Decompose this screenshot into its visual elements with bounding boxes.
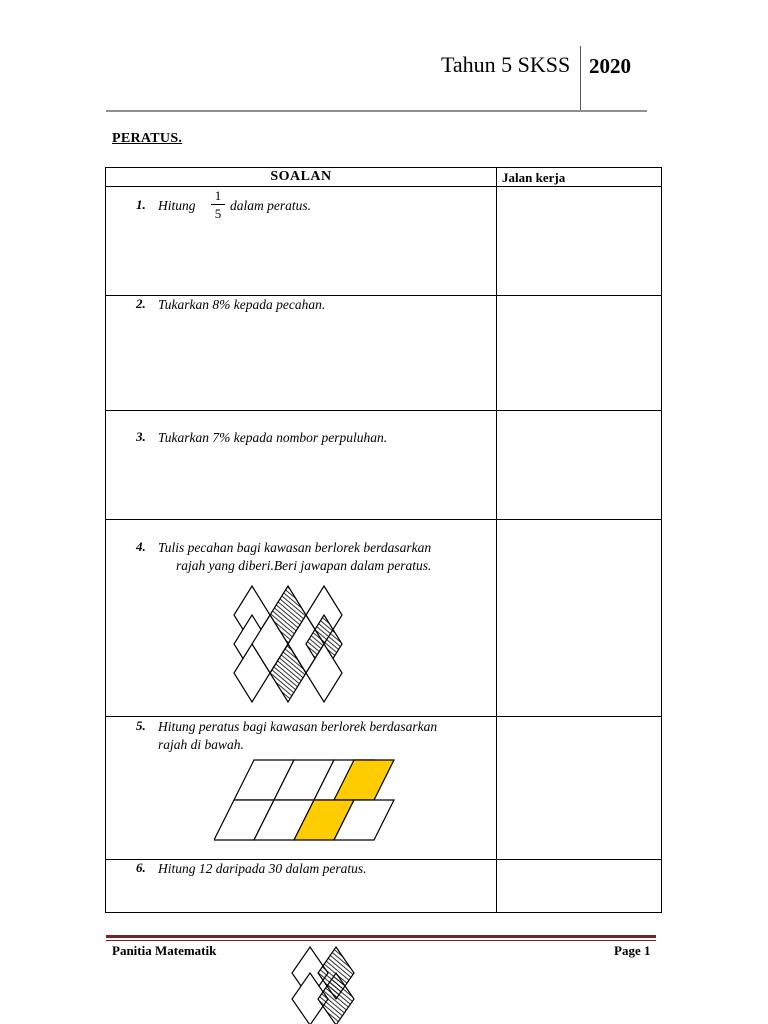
footer-rhombus-figure xyxy=(290,945,358,1024)
header-title: Tahun 5 SKSS xyxy=(441,52,571,77)
header-rule xyxy=(106,110,647,112)
question-1-text-post: dalam peratus. xyxy=(230,198,311,213)
question-5-number: 5. xyxy=(136,718,146,733)
column-header-soalan: SOALAN xyxy=(270,169,332,184)
row-divider xyxy=(106,410,661,411)
fraction xyxy=(211,188,225,221)
column-divider xyxy=(496,168,497,912)
column-header-jalan-kerja: Jalan kerja xyxy=(502,170,566,185)
question-3-number: 3. xyxy=(136,429,146,444)
footer-department: Panitia Matematik xyxy=(112,943,217,958)
header-divider xyxy=(580,46,581,110)
rhombus-figure xyxy=(221,582,351,706)
fraction-bar xyxy=(211,204,225,205)
row-divider xyxy=(106,716,661,717)
question-1-number: 1. xyxy=(136,197,146,212)
question-5-text-line1: Hitung peratus bagi kawasan berlorek berdasarkan xyxy=(158,719,438,734)
question-5-text-line2: rajah di bawah. xyxy=(158,737,244,752)
question-6-number: 6. xyxy=(136,860,146,875)
header-row-divider xyxy=(106,186,661,187)
question-4-text-line2: rajah yang diberi.Beri jawapan dalam peratus. xyxy=(176,558,432,573)
question-6-text: Hitung 12 daripada 30 dalam peratus. xyxy=(158,861,367,876)
footer-rule xyxy=(106,935,656,938)
footer-rule-thin xyxy=(106,940,656,941)
question-2-text: Tukarkan 8% kepada pecahan. xyxy=(158,297,326,312)
header-year: 2020 xyxy=(589,54,631,78)
parallelogram-grid-figure xyxy=(214,758,400,844)
fraction-numerator: 1 xyxy=(214,188,222,203)
question-3-text: Tukarkan 7% kepada nombor perpuluhan. xyxy=(158,430,388,445)
question-4-number: 4. xyxy=(136,539,146,554)
question-2-number: 2. xyxy=(136,296,146,311)
row-divider xyxy=(106,519,661,520)
footer-page-number: Page 1 xyxy=(614,943,651,958)
question-4-text-line1: Tulis pecahan bagi kawasan berlorek berdasarkan xyxy=(158,540,432,555)
fraction-denominator: 5 xyxy=(214,206,222,221)
section-title: PERATUS. xyxy=(112,131,183,146)
question-1-text-pre: Hitung xyxy=(158,198,196,213)
question-table xyxy=(105,167,662,913)
